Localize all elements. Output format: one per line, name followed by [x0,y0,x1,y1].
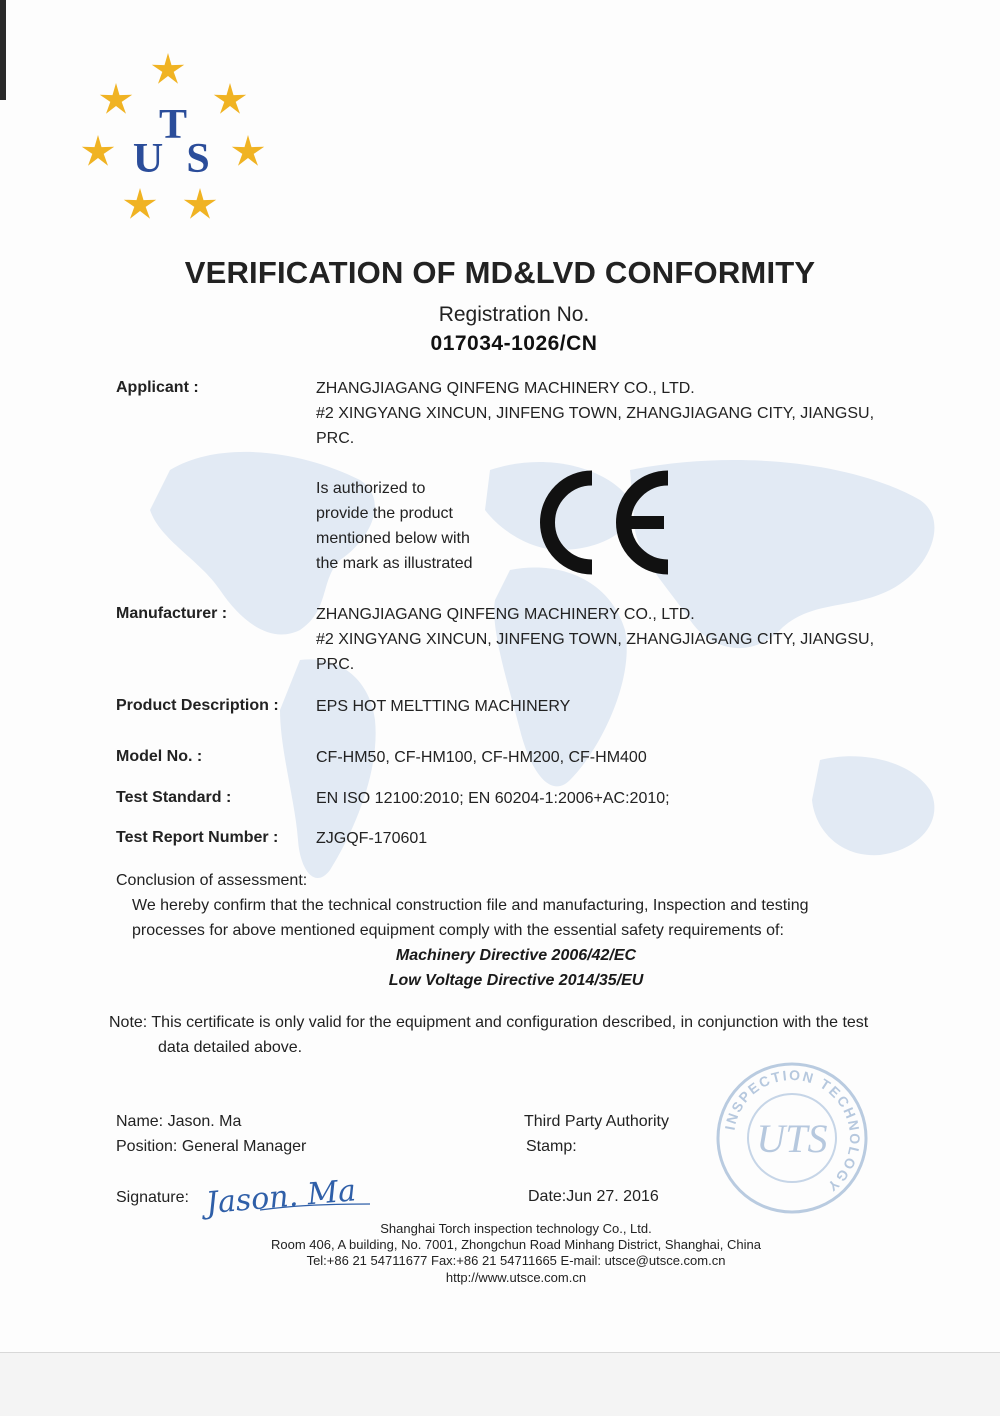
applicant-company: ZHANGJIAGANG QINFENG MACHINERY CO., LTD. [316,380,695,397]
registration-number: 017034-1026/CN [430,332,598,355]
footer-contact: Tel:+86 21 54711677 Fax:+86 21 54711665 E-mail: utsce@utsce.com.cn [306,1253,726,1268]
svg-text:INSPECTION TECHNOLOGY: INSPECTION TECHNOLOGY [721,1066,864,1196]
authorization-text [316,476,516,576]
low-voltage-directive: Low Voltage Directive 2014/35/EU [388,972,644,989]
manufacturer-label: Manufacturer : [116,605,228,622]
applicant-label: Applicant : [116,379,199,396]
authorization-line: provide the product [316,505,453,522]
product-description-label: Product Description : [116,697,279,714]
conclusion-text-line1: We hereby confirm that the technical construction file and manufacturing, Inspection and testing [132,897,809,914]
footer-company: Shanghai Torch inspection technology Co., Ltd. [380,1221,652,1236]
conclusion-heading: Conclusion of assessment: [116,872,308,889]
applicant-country: PRC. [316,430,355,447]
signatory-name: Name: Jason. Ma [116,1113,242,1130]
applicant-address: #2 XINGYANG XINCUN, JINFENG TOWN, ZHANGJIAGANG CITY, JIANGSU, [316,405,875,422]
machinery-directive: Machinery Directive 2006/42/EC [395,947,637,964]
manufacturer-country: PRC. [316,656,355,673]
test-report-value: ZJGQF-170601 [316,830,428,847]
ce-mark-icon [540,470,680,575]
page-bottom-band [0,1352,1000,1416]
logo-letter-u: U [132,136,164,182]
note-line2: data detailed above. [158,1039,303,1056]
model-number-value: CF-HM50, CF-HM100, CF-HM200, CF-HM400 [316,749,647,766]
tus-logo [80,50,265,225]
svg-text:Jason. Ma: Jason. Ma [204,1173,358,1222]
authority-stamp [712,1058,872,1218]
product-description-value: EPS HOT MELTTING MACHINERY [316,698,571,715]
star-icon [124,188,156,219]
footer-website: http://www.utsce.com.cn [445,1270,587,1285]
test-report-label: Test Report Number : [116,829,279,846]
authority-label: Third Party Authority [524,1113,669,1130]
star-icon [184,188,216,219]
page-edge [0,0,6,100]
star-icon [82,135,114,166]
authorization-line: mentioned below with [316,530,470,547]
manufacturer-details [316,602,936,677]
test-standard-label: Test Standard : [116,789,232,806]
test-standard-value: EN ISO 12100:2010; EN 60204-1:2006+AC:2010; [316,790,670,807]
manufacturer-company: ZHANGJIAGANG QINFENG MACHINERY CO., LTD. [316,606,695,623]
star-icon [232,135,264,166]
conclusion-text-line2: processes for above mentioned equipment comply with the essential safety requirements of: [132,922,784,939]
signature-label: Signature: [116,1189,189,1206]
logo-letter-s: S [186,136,210,182]
note-line1: Note: This certificate is only valid for the equipment and configuration described, in conjunction with the test [109,1014,869,1031]
manufacturer-address: #2 XINGYANG XINCUN, JINFENG TOWN, ZHANGJIAGANG CITY, JIANGSU, [316,631,875,648]
footer-address: Room 406, A building, No. 7001, Zhongchun Road Minhang District, Shanghai, China [271,1237,761,1252]
model-number-label: Model No. : [116,748,203,765]
applicant-details [316,376,936,451]
signatory-position: Position: General Manager [116,1138,307,1155]
certificate-date: Date:Jun 27. 2016 [528,1188,659,1205]
authorization-line: the mark as illustrated [316,555,473,572]
registration-label: Registration No. [438,303,590,326]
authorization-line: Is authorized to [316,480,426,497]
stamp-label: Stamp: [526,1138,577,1155]
svg-text:UTS: UTS [756,1116,828,1161]
logo-letter-t: T [158,102,188,148]
star-icon [152,53,184,84]
handwritten-signature [200,1170,390,1225]
star-icon [100,83,132,114]
page-title: VERIFICATION OF MD&LVD CONFORMITY [184,255,816,290]
star-icon [214,83,246,114]
